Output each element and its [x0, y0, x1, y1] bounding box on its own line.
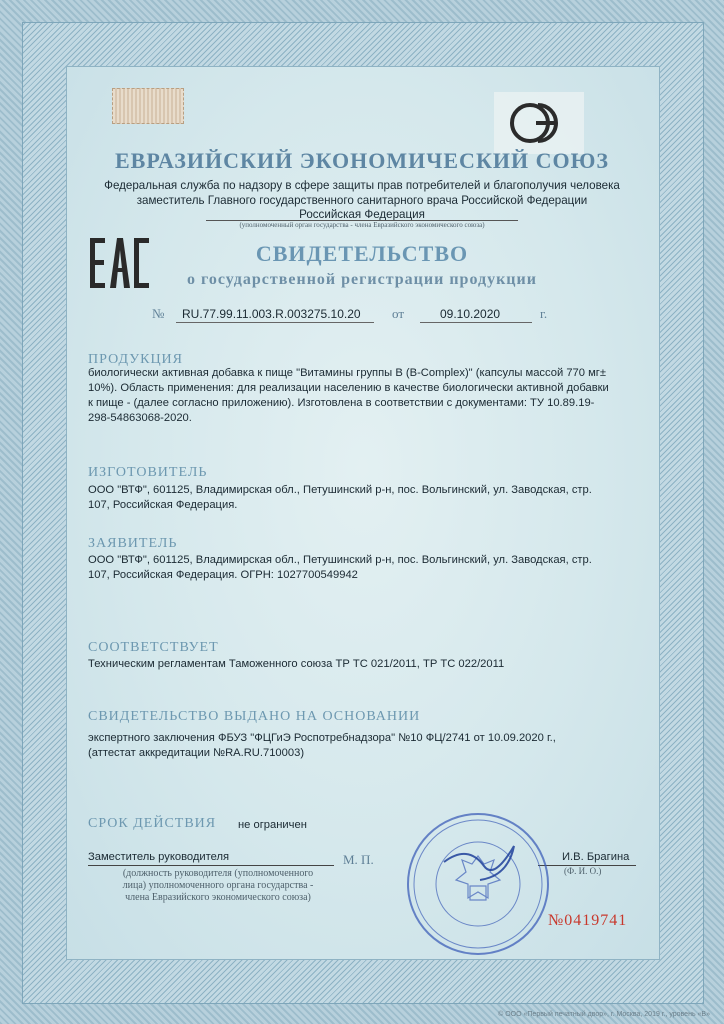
product-line: 298-54863068-2020.: [88, 412, 192, 424]
signatory-note: [88, 868, 348, 904]
validity-value: не ограничен: [238, 819, 307, 831]
se-certification-icon: [494, 92, 584, 154]
applicant-text: [88, 553, 648, 583]
authority-line-3: Российская Федерация: [299, 208, 425, 221]
serial-number: №0419741: [548, 912, 628, 929]
basis-label: СВИДЕТЕЛЬСТВО ВЫДАНО НА ОСНОВАНИИ: [88, 709, 421, 724]
manufacturer-label: ИЗГОТОВИТЕЛЬ: [88, 465, 208, 480]
note-line: лица) уполномоченного органа государства -: [122, 880, 314, 891]
hologram-sticker: [112, 88, 184, 124]
conforms-text: Техническим регламентам Таможенного союза ТР ТС 021/2011, ТР ТС 022/2011: [88, 658, 505, 670]
fio-label: (Ф. И. О.): [564, 866, 602, 876]
number-underline: [176, 322, 374, 323]
applicant-label: ЗАЯВИТЕЛЬ: [88, 536, 178, 551]
authority-line-2: заместитель Главного государственного санитарного врача Российской Федерации: [136, 194, 588, 207]
signatory-position: Заместитель руководителя: [88, 851, 230, 863]
basis-line: (аттестат аккредитации №RA.RU.710003): [88, 747, 305, 759]
printer-footer: © ООО «Первый печатный двор», г. Москва, 2019 г., уровень «В»: [498, 1011, 710, 1018]
manufacturer-line: 107, Российская Федерация.: [88, 499, 238, 511]
official-seal-stamp: [404, 810, 552, 958]
union-title: ЕВРАЗИЙСКИЙ ЭКОНОМИЧЕСКИЙ СОЮЗ: [114, 148, 610, 173]
basis-line: экспертного заключения ФБУЗ "ФЦГиЭ Роспотребнадзора" №10 ФЦ/2741 от 10.09.2020 г.,: [88, 732, 556, 744]
year-suffix: г.: [540, 306, 548, 321]
manufacturer-line: ООО "ВТФ", 601125, Владимирская обл., Петушинский р-н, пос. Вольгинский, ул. Заводская, стр.: [88, 484, 592, 496]
number-label: №: [152, 306, 165, 321]
mp-label: М. П.: [343, 852, 374, 867]
basis-text: [88, 731, 648, 761]
applicant-line: 107, Российская Федерация. ОГРН: 1027700549942: [88, 569, 358, 581]
date-underline: [420, 322, 532, 323]
certificate-number: RU.77.99.11.003.R.003275.10.20: [182, 307, 361, 321]
applicant-line: ООО "ВТФ", 601125, Владимирская обл., Петушинский р-н, пос. Вольгинский, ул. Заводская, стр.: [88, 554, 592, 566]
position-underline: [88, 865, 334, 866]
authority-note: (уполномоченный орган государства - члена Евразийского экономического союза): [239, 221, 485, 229]
certificate-subtitle: о государственной регистрации продукции: [187, 271, 537, 288]
authority-line-1: Федеральная служба по надзору в сфере защиты прав потребителей и благополучия человека: [104, 179, 620, 192]
product-text: [88, 366, 648, 426]
product-label: ПРОДУКЦИЯ: [88, 352, 184, 367]
issue-date: 09.10.2020: [440, 307, 501, 321]
product-line: биологически активная добавка к пище "Витамины группы В (B-Complex)" (капсулы массой 770 мг±: [88, 367, 607, 379]
conforms-label: СООТВЕТСТВУЕТ: [88, 640, 219, 655]
signatory-name: И.В. Брагина: [562, 851, 630, 863]
note-line: (должность руководителя (уполномоченного: [122, 868, 314, 879]
product-line: 10%). Область применения: для реализации населению в качестве биологически активной добавки: [88, 382, 609, 394]
product-line: к пище - (далее согласно приложению). Изготовлена в соответствии с документами: ТУ 10.89.19-: [88, 397, 595, 409]
certificate-title: СВИДЕТЕЛЬСТВО: [255, 241, 469, 266]
note-line: члена Евразийского экономического союза): [125, 892, 311, 903]
validity-label: СРОК ДЕЙСТВИЯ: [88, 816, 217, 831]
date-from-label: от: [392, 306, 405, 321]
manufacturer-text: [88, 483, 648, 513]
